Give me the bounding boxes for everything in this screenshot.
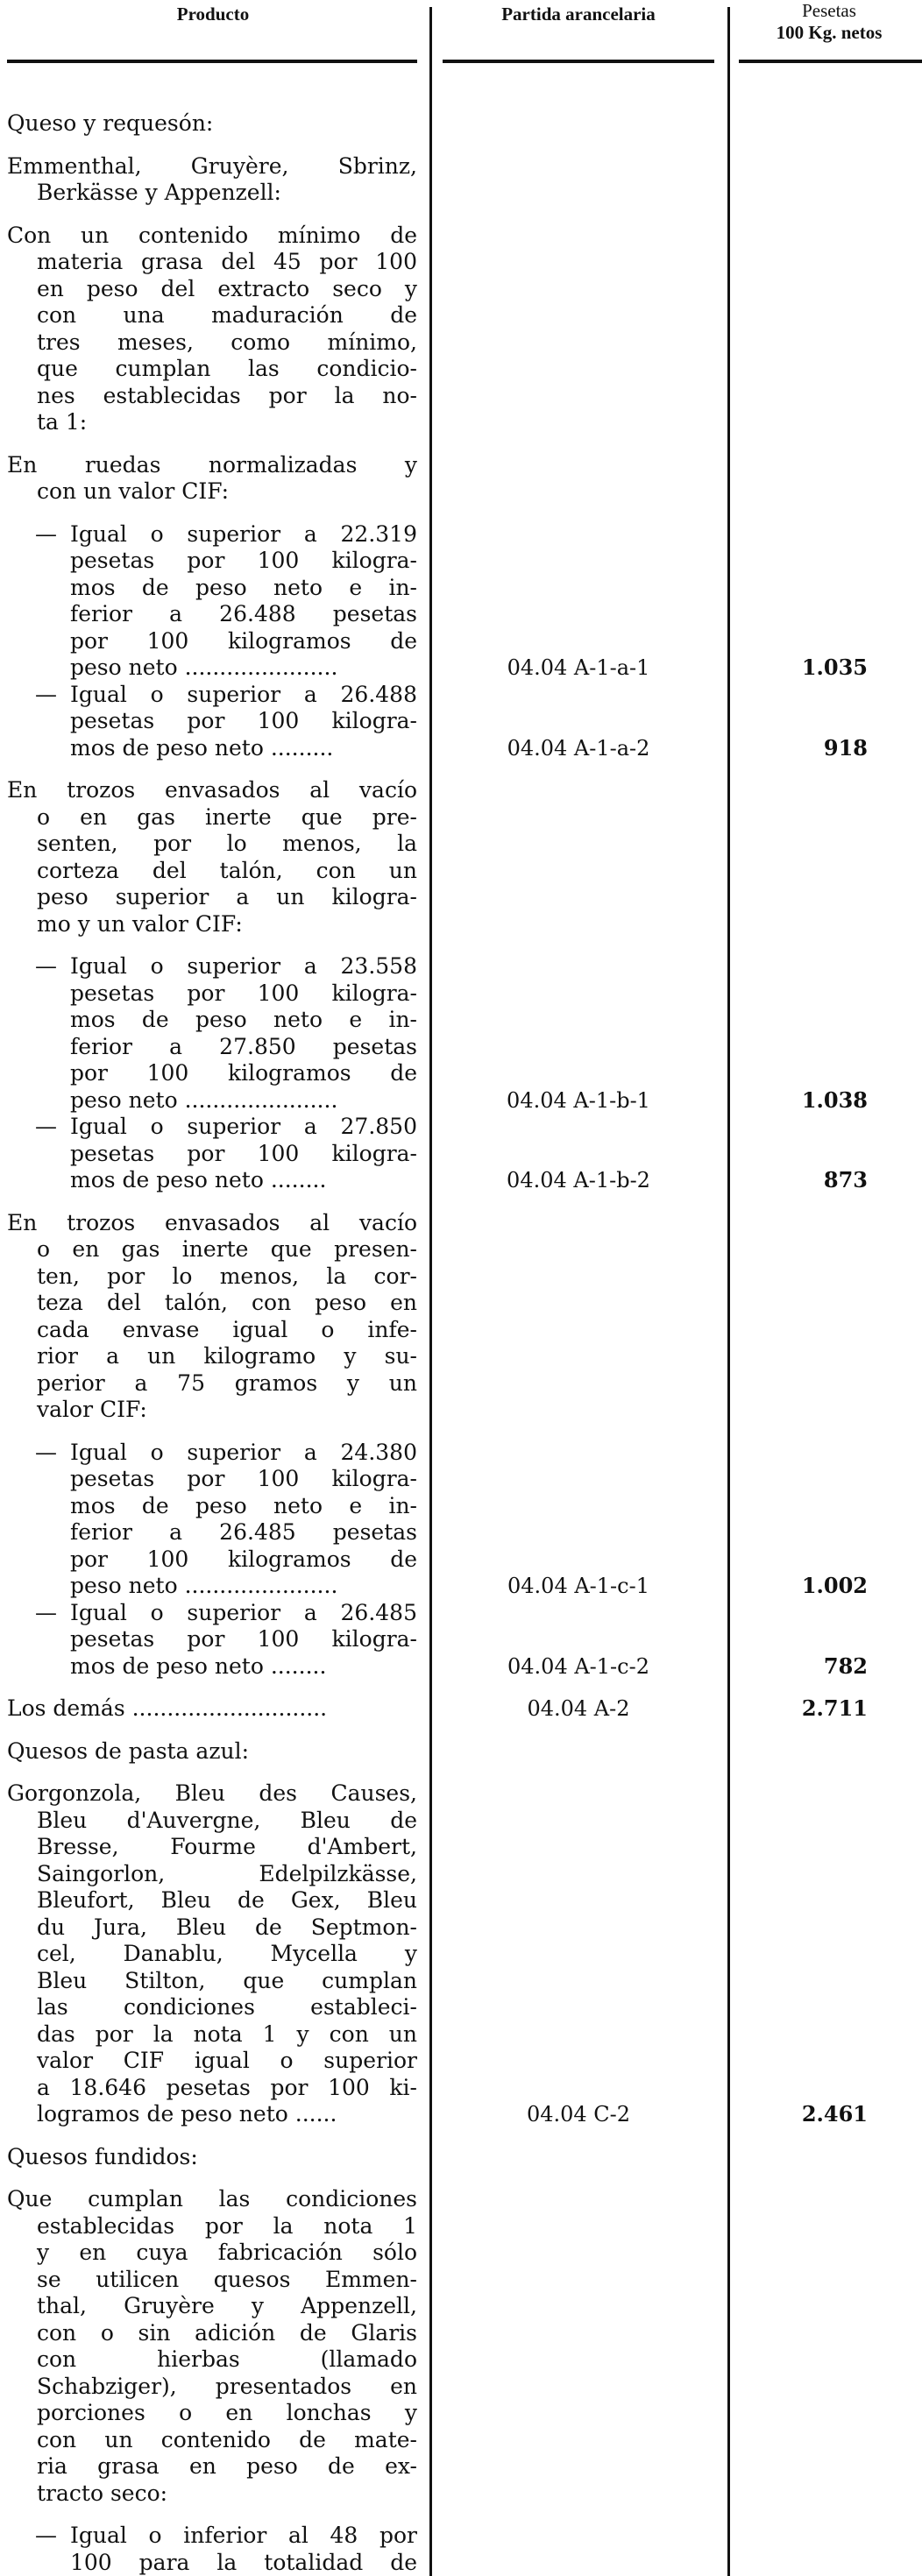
pesetas-value: 918 bbox=[823, 734, 868, 761]
product-description-line: senten, por lo menos, la bbox=[37, 831, 417, 856]
table-row bbox=[0, 953, 922, 1114]
pesetas-value: 1.035 bbox=[801, 655, 868, 680]
product-description-line: pesetas por 100 kilogra- bbox=[70, 708, 417, 733]
product-description-line: Gorgonzola, Bleu des Causes, bbox=[7, 1780, 417, 1806]
product-description-line: con un contenido de mate- bbox=[37, 2426, 417, 2452]
product-description-line: por 100 kilogramos de bbox=[70, 1060, 417, 1086]
product-description-line: nes establecidas por la no- bbox=[37, 382, 417, 408]
dash-bullet: — bbox=[35, 2523, 57, 2548]
product-description-line: tracto seco: bbox=[37, 2480, 168, 2506]
product-description-line: con o sin adición de Glaris bbox=[37, 2319, 417, 2346]
dash-bullet: — bbox=[35, 1439, 57, 1465]
product-description-line: Igual o superior a 27.850 bbox=[70, 1114, 417, 1139]
product-description-line: mos de peso neto ........ bbox=[70, 1167, 327, 1192]
product-description-line: Bresse, Fourme d'Ambert, bbox=[37, 1834, 417, 1859]
product-description-line: o en gas inerte que pre- bbox=[37, 803, 417, 830]
product-description-line: pesetas por 100 kilogra- bbox=[70, 1140, 417, 1166]
table-row bbox=[0, 521, 922, 682]
product-description-line: o en gas inerte que presen- bbox=[37, 1236, 417, 1262]
product-description-line: mos de peso neto e in- bbox=[70, 1492, 417, 1518]
table-row bbox=[0, 1695, 922, 1723]
product-description-line: pesetas por 100 kilogra- bbox=[70, 548, 417, 573]
product-description-line: que cumplan las condicio- bbox=[37, 356, 417, 381]
tariff-code: 04.04 A-2 bbox=[527, 1696, 630, 1721]
table-row bbox=[0, 777, 922, 938]
section-heading bbox=[0, 110, 922, 138]
product-description-line: tres meses, como mínimo, bbox=[37, 329, 417, 355]
product-description-line: Berkässe y Appenzell: bbox=[37, 180, 281, 205]
table-row bbox=[0, 153, 922, 207]
product-description-line: corteza del talón, con un bbox=[37, 857, 417, 883]
product-description-line: Queso y requesón: bbox=[7, 110, 214, 136]
dash-bullet: — bbox=[35, 1114, 57, 1139]
product-description-line: das por la nota 1 y con un bbox=[37, 2020, 417, 2047]
product-description-line: por 100 kilogramos de bbox=[70, 627, 417, 654]
column-header-pesetas-line2: 100 Kg. netos bbox=[776, 22, 883, 43]
product-description-line: con hierbas (llamado bbox=[37, 2346, 417, 2372]
product-description-line: ferior a 26.488 pesetas bbox=[70, 601, 417, 626]
product-description-line: thal, Gruyère y Appenzell, bbox=[37, 2293, 417, 2318]
product-description-line: En ruedas normalizadas y bbox=[7, 451, 417, 478]
product-description-line: Igual o superior a 26.485 bbox=[70, 1599, 417, 1625]
product-description-line: a 18.646 pesetas por 100 ki- bbox=[37, 2074, 417, 2100]
dash-bullet: — bbox=[35, 953, 57, 979]
product-description-line: mos de peso neto ........ bbox=[70, 1652, 327, 1679]
product-description-line: pesetas por 100 kilogra- bbox=[70, 980, 417, 1006]
section-heading bbox=[0, 2144, 922, 2171]
product-description-line: ria grasa en peso de ex- bbox=[37, 2453, 417, 2479]
product-description-line: con una maduración de bbox=[37, 302, 417, 328]
product-description-line: con un valor CIF: bbox=[37, 478, 230, 504]
product-description-line: ten, por lo menos, la cor- bbox=[37, 1263, 417, 1289]
product-description-line: du Jura, Bleu de Septmon- bbox=[37, 1914, 417, 1940]
table-row bbox=[0, 1210, 922, 1424]
product-description-line: establecidas por la nota 1 bbox=[37, 2212, 417, 2239]
dash-bullet: — bbox=[35, 520, 57, 547]
product-description-line: peso neto ...................... bbox=[70, 655, 338, 680]
product-description-line: por 100 kilogramos de bbox=[70, 1546, 417, 1572]
header-rule-pesetas bbox=[739, 60, 922, 63]
product-description-line: ta 1: bbox=[37, 409, 88, 435]
pesetas-value: 782 bbox=[823, 1652, 868, 1679]
product-description-line: mos de peso neto ......... bbox=[70, 734, 334, 761]
product-description-line: las condiciones estableci- bbox=[37, 1994, 417, 2020]
pesetas-value: 873 bbox=[823, 1167, 868, 1192]
product-description-line: Los demás ............................ bbox=[7, 1695, 328, 1721]
table-row bbox=[0, 2523, 922, 2576]
product-description-line: Quesos de pasta azul: bbox=[7, 1737, 250, 1764]
product-description-line: pesetas por 100 kilogra- bbox=[70, 1466, 417, 1491]
section-heading bbox=[0, 1738, 922, 1766]
column-header-pesetas bbox=[736, 0, 922, 44]
product-description-line: ferior a 26.485 pesetas bbox=[70, 1519, 417, 1545]
product-description-line: teza del talón, con peso en bbox=[37, 1290, 417, 1315]
product-description-line: cada envase igual o infe- bbox=[37, 1316, 417, 1342]
product-description-line: Igual o superior a 24.380 bbox=[70, 1439, 417, 1465]
product-description-line: logramos de peso neto ...... bbox=[37, 2101, 337, 2127]
tariff-table-body bbox=[0, 110, 922, 2576]
pesetas-value: 1.038 bbox=[801, 1086, 868, 1113]
table-row bbox=[0, 2186, 922, 2507]
table-row bbox=[0, 1780, 922, 2128]
product-description-line: cel, Danablu, Mycella y bbox=[37, 1941, 417, 1966]
product-description-line: materia grasa del 45 por 100 bbox=[37, 249, 417, 274]
product-description-line: pesetas por 100 kilogra- bbox=[70, 1626, 417, 1652]
product-description-line: En trozos envasados al vacío bbox=[7, 777, 417, 803]
table-row bbox=[0, 682, 922, 762]
product-description-line: en peso del extracto seco y bbox=[37, 275, 417, 301]
product-description-line: valor CIF igual o superior bbox=[37, 2048, 417, 2073]
product-description-line: Igual o superior a 22.319 bbox=[70, 520, 417, 547]
product-description-line: Igual o superior a 23.558 bbox=[70, 953, 417, 979]
product-description-line: Igual o superior a 26.488 bbox=[70, 681, 417, 707]
tariff-code: 04.04 A-1-a-2 bbox=[507, 735, 650, 761]
column-header-pesetas-line1: Pesetas bbox=[802, 0, 856, 21]
product-description-line: Bleufort, Bleu de Gex, Bleu bbox=[37, 1887, 417, 1913]
tariff-code: 04.04 A-1-c-1 bbox=[507, 1574, 649, 1598]
product-description-line: Saingorlon, Edelpilzkässe, bbox=[37, 1860, 417, 1886]
product-description-line: Schabziger), presentados en bbox=[37, 2373, 417, 2399]
pesetas-value: 2.461 bbox=[801, 2101, 868, 2127]
product-description-line: Bleu d'Auvergne, Bleu de bbox=[37, 1807, 417, 1833]
table-row bbox=[0, 1114, 922, 1194]
column-header-product: Producto bbox=[176, 4, 250, 25]
tariff-code: 04.04 A-1-c-2 bbox=[507, 1653, 649, 1679]
tariff-code: 04.04 C-2 bbox=[526, 2102, 631, 2127]
table-row bbox=[0, 223, 922, 436]
table-row bbox=[0, 1600, 922, 1681]
tariff-code: 04.04 A-1-b-1 bbox=[507, 1087, 650, 1113]
product-description-line: Quesos fundidos: bbox=[7, 2143, 198, 2169]
product-description-line: mos de peso neto e in- bbox=[70, 1007, 417, 1032]
dash-bullet: — bbox=[35, 1599, 57, 1625]
table-row bbox=[0, 452, 922, 506]
header-rule-tariff bbox=[443, 60, 714, 63]
product-description-line: peso neto ...................... bbox=[70, 1573, 338, 1598]
product-description-line: se utilicen quesos Emmen- bbox=[37, 2266, 417, 2292]
product-description-line: Emmenthal, Gruyère, Sbrinz, bbox=[7, 152, 417, 179]
header-rule-product bbox=[7, 60, 417, 63]
product-description-line: peso neto ...................... bbox=[70, 1086, 338, 1113]
product-description-line: 100 para la totalidad de bbox=[70, 2549, 417, 2575]
product-description-line: Con un contenido mínimo de bbox=[7, 222, 417, 248]
column-header-tariff: Partida arancelaria bbox=[501, 4, 656, 25]
tariff-code: 04.04 A-1-b-2 bbox=[507, 1168, 650, 1192]
dash-bullet: — bbox=[35, 681, 57, 707]
product-description-line: ferior a 27.850 pesetas bbox=[70, 1033, 417, 1059]
product-description-line: rior a un kilogramo y su- bbox=[37, 1343, 417, 1369]
product-description-line: peso superior a un kilogra- bbox=[37, 884, 417, 909]
table-row bbox=[0, 1440, 922, 1600]
product-description-line: Bleu Stilton, que cumplan bbox=[37, 1967, 417, 1993]
product-description-line: y en cuya fabricación sólo bbox=[37, 2240, 417, 2265]
product-description-line: valor CIF: bbox=[37, 1397, 147, 1422]
pesetas-value: 2.711 bbox=[801, 1695, 868, 1721]
product-description-line: mo y un valor CIF: bbox=[37, 910, 243, 937]
product-description-line: mos de peso neto e in- bbox=[70, 574, 417, 600]
pesetas-value: 1.002 bbox=[801, 1573, 868, 1598]
product-description-line: perior a 75 gramos y un bbox=[37, 1369, 417, 1396]
product-description-line: Igual o inferior al 48 por bbox=[70, 2523, 417, 2548]
tariff-code: 04.04 A-1-a-1 bbox=[507, 655, 650, 680]
product-description-line: Que cumplan las condiciones bbox=[7, 2186, 417, 2212]
product-description-line: En trozos envasados al vacío bbox=[7, 1209, 417, 1235]
product-description-line: porciones o en lonchas y bbox=[37, 2400, 417, 2425]
